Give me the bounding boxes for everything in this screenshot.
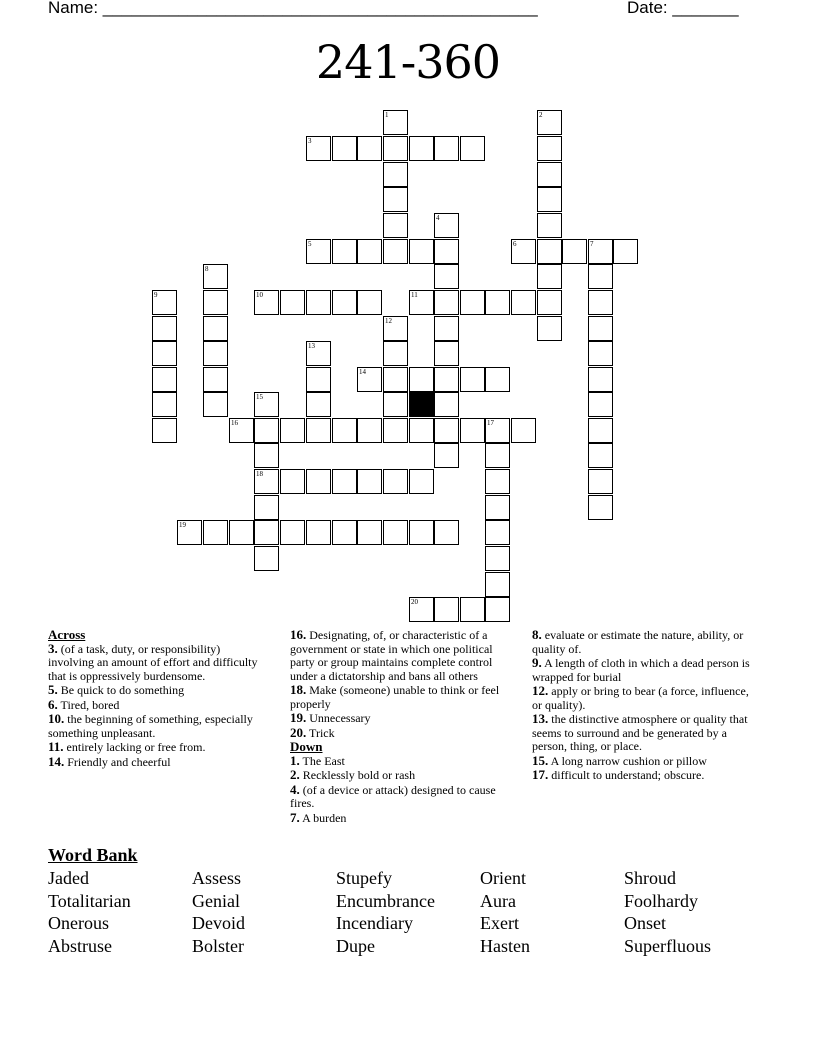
grid-cell[interactable]	[254, 495, 279, 520]
grid-cell[interactable]	[332, 136, 357, 161]
grid-cell[interactable]	[588, 290, 613, 315]
grid-cell[interactable]	[306, 367, 331, 392]
grid-cell[interactable]	[383, 162, 408, 187]
word-bank-item: Genial	[192, 890, 240, 911]
grid-cell[interactable]	[434, 264, 459, 289]
grid-cell[interactable]	[434, 418, 459, 443]
word-bank-item: Assess	[192, 868, 242, 888]
clue-number: 14	[359, 368, 366, 376]
grid-cell[interactable]	[485, 546, 510, 571]
grid-cell[interactable]	[383, 341, 408, 366]
word-bank-item: Devoid	[192, 913, 245, 934]
date-field[interactable]: Date: _______	[627, 0, 739, 17]
grid-cell[interactable]	[485, 443, 510, 468]
across-heading: Across	[48, 627, 86, 642]
grid-cell[interactable]	[332, 418, 357, 443]
clue-number: 5	[308, 240, 312, 248]
grid-cell[interactable]	[588, 418, 613, 443]
clue-number: 7	[590, 240, 594, 248]
word-bank-item: Stupefy	[336, 868, 392, 888]
clue-number: 11	[411, 291, 418, 299]
name-field[interactable]: Name: ______________________________________________	[48, 0, 538, 17]
grid-cell[interactable]	[357, 136, 382, 161]
clues-column-1	[48, 628, 268, 769]
grid-cell[interactable]	[537, 162, 562, 187]
grid-cell[interactable]	[434, 136, 459, 161]
grid-cell[interactable]	[383, 520, 408, 545]
grid-cell[interactable]	[383, 136, 408, 161]
grid-cell[interactable]	[383, 239, 408, 264]
grid-cell[interactable]	[460, 597, 485, 622]
grid-cell[interactable]	[357, 239, 382, 264]
grid-cell[interactable]	[485, 597, 510, 622]
grid-cell[interactable]	[588, 316, 613, 341]
grid-cell[interactable]	[434, 392, 459, 417]
word-bank-item: Shroud	[624, 868, 677, 888]
clue-number: 19	[179, 521, 186, 529]
clue-across-19: 19. Unnecessary	[290, 710, 371, 725]
clue-across-16: 16. Designating, of, or characteristic of a government or state in which one political party or group maintains complete control under a dictatorship and bans all others	[290, 627, 493, 683]
clue-down-9: 9. A length of cloth in which a dead person is wrapped for burial	[532, 655, 750, 684]
grid-cell[interactable]	[152, 341, 177, 366]
word-bank-item: Abstruse	[48, 936, 112, 957]
grid-cell[interactable]	[588, 392, 613, 417]
grid-cell[interactable]	[460, 290, 485, 315]
grid-cell[interactable]	[254, 443, 279, 468]
clue-number: 12	[385, 317, 392, 325]
clue-number: 1	[385, 111, 389, 119]
clue-across-18: 18. Make (someone) unable to think or feel properly	[290, 682, 500, 711]
grid-cell[interactable]	[434, 239, 459, 264]
clue-number: 16	[231, 419, 238, 427]
grid-cell[interactable]	[434, 520, 459, 545]
grid-cell[interactable]	[152, 316, 177, 341]
clue-number: 6	[513, 240, 517, 248]
grid-cell[interactable]	[203, 392, 228, 417]
clue-across-14: 14. Friendly and cheerful	[48, 753, 171, 769]
grid-cell[interactable]	[152, 392, 177, 417]
clue-number: 8	[205, 265, 209, 273]
clue-across-6: 6. Tired, bored	[48, 696, 120, 712]
grid-cell[interactable]	[485, 572, 510, 597]
word-bank-item: Exert	[480, 913, 519, 934]
clue-across-11: 11. entirely lacking or free from.	[48, 739, 206, 754]
grid-cell[interactable]	[280, 418, 305, 443]
grid-cell[interactable]	[357, 469, 382, 494]
clue-number: 10	[256, 291, 263, 299]
clue-number: 4	[436, 214, 440, 222]
grid-cell[interactable]	[203, 290, 228, 315]
clue-across-3: 3. (of a task, duty, or responsibility) involving an amount of effort and difficulty that is oppressively burdensome.	[48, 640, 258, 683]
down-heading: Down	[290, 739, 323, 754]
grid-cell[interactable]	[306, 520, 331, 545]
grid-cell[interactable]	[485, 367, 510, 392]
grid-cell[interactable]	[537, 264, 562, 289]
grid-cell[interactable]	[588, 469, 613, 494]
grid-cell[interactable]	[357, 290, 382, 315]
word-bank-item: Orient	[480, 868, 526, 888]
grid-cell[interactable]	[409, 136, 434, 161]
grid-cell[interactable]	[511, 418, 536, 443]
grid-cell[interactable]	[254, 546, 279, 571]
grid-cell[interactable]	[409, 367, 434, 392]
grid-cell[interactable]	[229, 520, 254, 545]
grid-cell[interactable]	[383, 392, 408, 417]
grid-cell[interactable]	[588, 367, 613, 392]
grid-cell[interactable]	[434, 443, 459, 468]
word-bank-item: Jaded	[48, 868, 89, 888]
grid-cell[interactable]	[332, 469, 357, 494]
grid-cell[interactable]	[203, 341, 228, 366]
word-bank-item: Incendiary	[336, 913, 413, 934]
grid-cell[interactable]	[203, 520, 228, 545]
grid-cell[interactable]	[588, 341, 613, 366]
grid-cell[interactable]	[332, 239, 357, 264]
grid-cell[interactable]	[383, 187, 408, 212]
word-bank-item: Encumbrance	[336, 890, 435, 911]
word-bank-title: Word Bank	[48, 845, 138, 865]
grid-cell[interactable]	[254, 418, 279, 443]
grid-cell[interactable]	[485, 290, 510, 315]
grid-cell[interactable]	[537, 136, 562, 161]
grid-cell[interactable]	[485, 469, 510, 494]
clue-number: 15	[256, 393, 263, 401]
grid-cell[interactable]	[537, 316, 562, 341]
grid-cell[interactable]	[383, 213, 408, 238]
grid-cell[interactable]	[434, 367, 459, 392]
grid-cell[interactable]	[332, 290, 357, 315]
grid-cell[interactable]	[434, 316, 459, 341]
word-bank-item: Onerous	[48, 913, 109, 934]
grid-cell[interactable]	[203, 367, 228, 392]
grid-cell[interactable]	[434, 597, 459, 622]
clue-down-12: 12. apply or bring to bear (a force, influence, or quality).	[532, 683, 749, 712]
grid-cell[interactable]	[434, 290, 459, 315]
clue-down-17: 17. difficult to understand; obscure.	[532, 767, 705, 782]
grid-cell[interactable]	[537, 239, 562, 264]
clue-number: 20	[411, 598, 418, 606]
grid-cell[interactable]	[511, 290, 536, 315]
grid-cell[interactable]	[152, 418, 177, 443]
grid-cell[interactable]	[409, 418, 434, 443]
word-bank-item: Hasten	[480, 936, 530, 957]
grid-cell[interactable]	[306, 469, 331, 494]
grid-cell[interactable]	[460, 367, 485, 392]
word-bank-item: Bolster	[192, 936, 244, 957]
clues-column-2	[290, 628, 518, 825]
grid-cell[interactable]	[357, 520, 382, 545]
word-bank-item: Foolhardy	[624, 890, 698, 911]
page-title: 241-360	[315, 35, 501, 89]
grid-cell[interactable]	[588, 264, 613, 289]
clue-across-10: 10. the beginning of something, especially something unpleasant.	[48, 711, 253, 740]
grid-cell[interactable]	[280, 290, 305, 315]
grid-cell[interactable]	[537, 290, 562, 315]
grid-cell[interactable]	[280, 469, 305, 494]
grid-cell[interactable]	[306, 392, 331, 417]
grid-cell[interactable]	[537, 213, 562, 238]
word-bank-item: Aura	[480, 890, 516, 911]
clues-column-3	[532, 628, 760, 783]
grid-cell[interactable]	[485, 520, 510, 545]
grid-cell[interactable]	[383, 418, 408, 443]
clue-number: 9	[154, 291, 158, 299]
blocked-cell	[409, 392, 434, 417]
clue-number: 17	[487, 419, 494, 427]
grid-cell[interactable]	[485, 495, 510, 520]
clue-number: 18	[256, 470, 263, 478]
grid-cell[interactable]	[383, 469, 408, 494]
grid-cell[interactable]	[306, 290, 331, 315]
grid-cell[interactable]	[409, 469, 434, 494]
word-bank-item: Onset	[624, 913, 666, 934]
word-bank-item: Superfluous	[624, 936, 711, 957]
grid-cell[interactable]	[409, 520, 434, 545]
grid-cell[interactable]	[562, 239, 587, 264]
grid-cell[interactable]	[152, 367, 177, 392]
clue-down-4: 4. (of a device or attack) designed to cause fires.	[290, 781, 496, 810]
word-bank-item: Dupe	[336, 936, 375, 957]
grid-cell[interactable]	[254, 520, 279, 545]
grid-cell[interactable]	[409, 239, 434, 264]
clue-across-5: 5. Be quick to do something	[48, 682, 185, 697]
clue-down-2: 2. Recklessly bold or rash	[290, 767, 416, 782]
clue-down-13: 13. the distinctive atmosphere or quality that seems to surround and be generated by a person, thing, or place.	[532, 711, 748, 753]
clue-number: 13	[308, 342, 315, 350]
grid-cell[interactable]	[434, 341, 459, 366]
grid-cell[interactable]	[460, 136, 485, 161]
grid-cell[interactable]	[383, 367, 408, 392]
clue-down-8: 8. evaluate or estimate the nature, ability, or quality of.	[532, 627, 744, 656]
grid-cell[interactable]	[588, 443, 613, 468]
grid-cell[interactable]	[332, 520, 357, 545]
clue-down-15: 15. A long narrow cushion or pillow	[532, 752, 707, 768]
grid-cell[interactable]	[613, 239, 638, 264]
grid-cell[interactable]	[357, 418, 382, 443]
grid-cell[interactable]	[460, 418, 485, 443]
clue-down-1: 1. The East	[290, 752, 345, 768]
grid-cell[interactable]	[588, 495, 613, 520]
clue-number: 2	[539, 111, 543, 119]
grid-cell[interactable]	[280, 520, 305, 545]
grid-cell[interactable]	[306, 418, 331, 443]
grid-cell[interactable]	[203, 316, 228, 341]
clue-number: 3	[308, 137, 312, 145]
grid-cell[interactable]	[537, 187, 562, 212]
clue-down-7: 7. A burden	[290, 809, 347, 825]
word-bank-item: Totalitarian	[48, 890, 131, 911]
clue-across-20: 20. Trick	[290, 724, 335, 740]
